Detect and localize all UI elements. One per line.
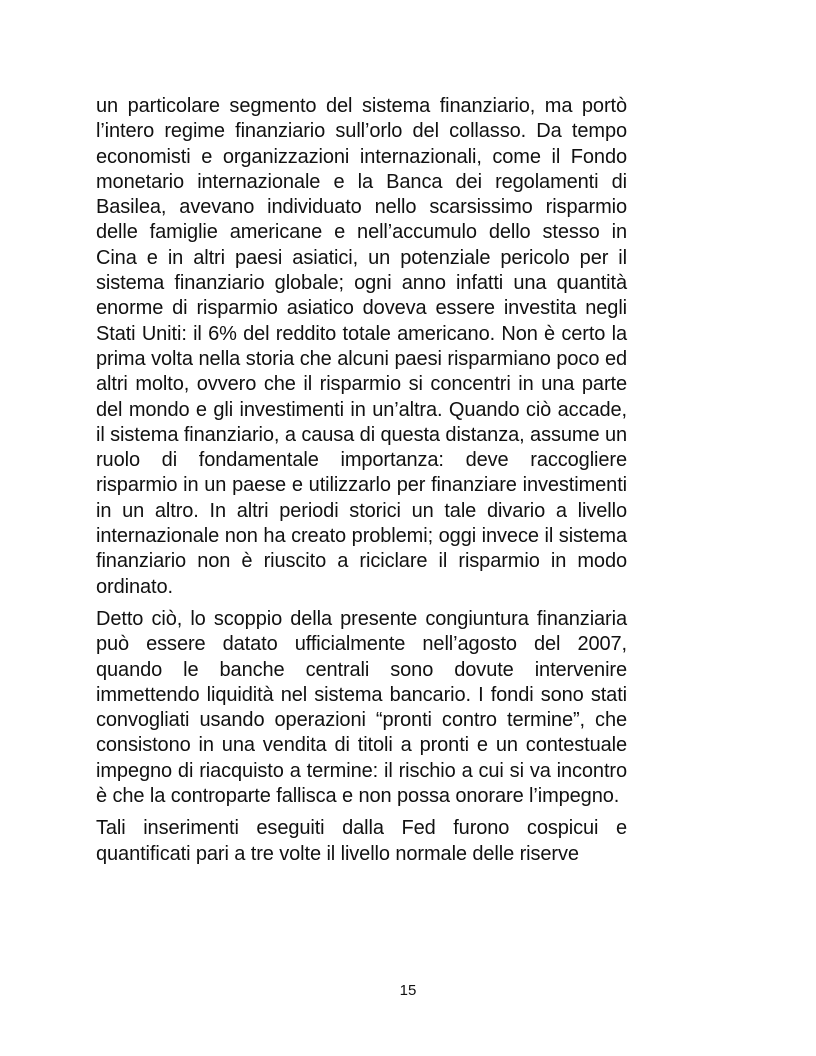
paragraph-1: un particolare segmento del sistema finanziario, ma portò l’intero regime finanziario sull’orlo del collasso. Da tempo economisti e organizzazioni internazionali, come il Fondo monetario internazionale e la Banca dei regolamenti di Basilea, avevano individuato nello scarsissimo risparmio delle famiglie americane e nell’accumulo dello stesso in Cina e in altri paesi asiatici, un potenziale pericolo per il sistema finanziario globale; ogni anno infatti una quantità enorme di risparmio asiatico doveva essere investita negli Stati Uniti: il 6% del reddito totale americano. Non è certo la prima volta nella storia che alcuni paesi risparmiano poco ed altri molto, ovvero che il risparmio si concentri in una parte del mondo e gli investimenti in un’altra. Quando ciò accade, il sistema finanziario, a causa di questa distanza, assume un ruolo di fondamentale importanza: deve raccogliere risparmio in un paese e utilizzarlo per finanziare investimenti in un altro. In altri periodi storici un tale divario a livello internazionale non ha creato problemi; oggi invece il sistema finanziario non è riuscito a riciclare il risparmio in modo ordinato. — [96, 95, 627, 598]
paragraph-3: Tali inserimenti eseguiti dalla Fed furono cospicui e quantificati pari a tre volte il livello normale delle riserve — [96, 817, 627, 865]
page-body — [96, 94, 627, 874]
paragraph-2: Detto ciò, lo scoppio della presente congiuntura finanziaria può essere datato ufficialmente nell’agosto del 2007, quando le banche centrali sono dovute intervenire immettendo liquidità nel sistema bancario. I fondi sono stati convogliati usando operazioni “pronti contro termine”, che consistono in una vendita di titoli a pronti e un contestuale impegno di riacquisto a termine: il rischio a cui si va incontro è che la controparte fallisca e non possa onorare l’impegno. — [96, 607, 627, 808]
page-number: 15 — [399, 982, 417, 999]
